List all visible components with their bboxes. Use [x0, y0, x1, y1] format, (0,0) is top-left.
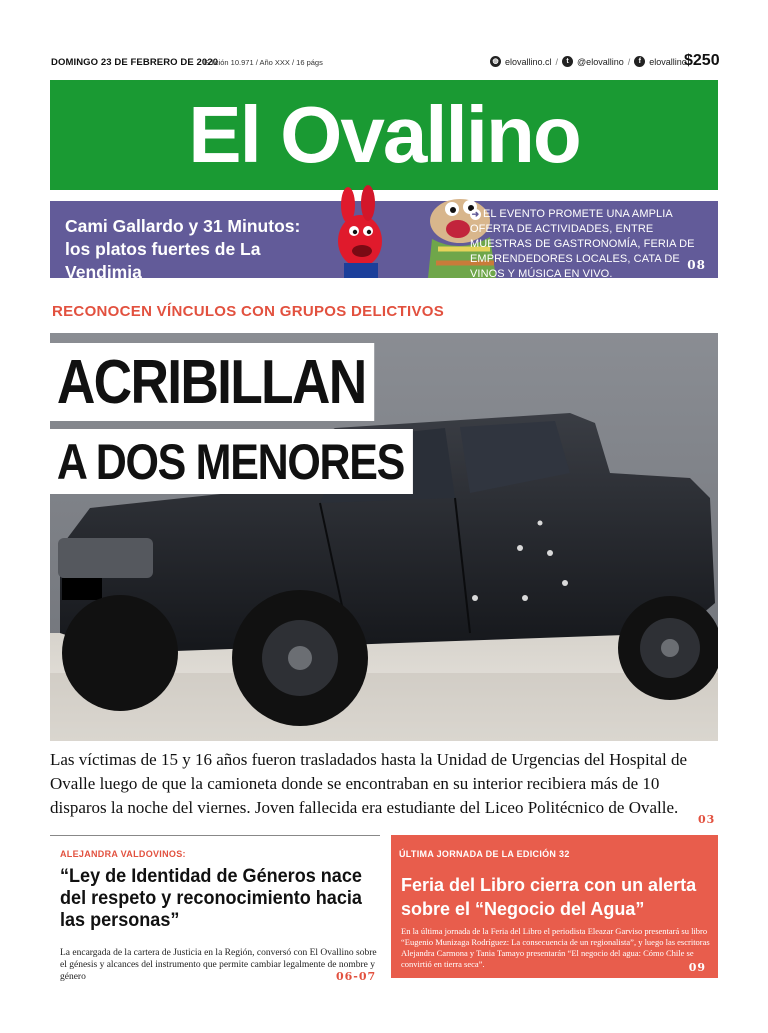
facebook-link[interactable]: elovallino [649, 56, 687, 67]
promo-description-text: EL EVENTO PROMETE UNA AMPLIA OFERTA DE ACTIVIDADES, ENTRE MUESTRAS DE GASTRONOMÍA, FERIA DE EMPRENDEDORES LOCALES, CATA DE VINOS Y MÚSICA EN VIVO. [470, 208, 695, 280]
promo-page-number: 08 [687, 258, 706, 272]
story-right-kicker: ÚLTIMA JORNADA DE LA EDICIÓN 32 [399, 849, 570, 859]
main-headline-line-2: A DOS MENORES [50, 429, 413, 494]
separator: / [555, 56, 559, 67]
promo-description [470, 207, 710, 282]
main-kicker: RECONOCEN VÍNCULOS CON GRUPOS DELICTIVOS [52, 303, 445, 320]
story-right-box[interactable] [391, 835, 718, 978]
main-headline-line-1: ACRIBILLAN [50, 343, 374, 421]
twitter-icon: t [562, 56, 573, 67]
story-left-kicker: ALEJANDRA VALDOVINOS: [60, 849, 186, 859]
price: $250 [684, 52, 720, 69]
main-page-number: 03 [698, 813, 716, 826]
story-left-page-number: 06-07 [336, 970, 377, 983]
divider [50, 835, 380, 836]
twitter-link[interactable]: @elovallino [577, 56, 624, 67]
globe-icon: ◍ [490, 56, 501, 67]
website-link[interactable]: elovallino.cl [505, 56, 552, 67]
promo-banner[interactable] [50, 201, 718, 282]
facebook-icon: f [634, 56, 645, 67]
promo-title: Cami Gallardo y 31 Minutos: los platos fuertes de La Vendimia [65, 216, 301, 282]
social-links [490, 56, 687, 67]
masthead [50, 80, 718, 190]
edition-info: Edición 10.971 / Año XXX / 16 págs [204, 58, 323, 67]
story-left-body: La encargada de la cartera de Justicia en la Región, conversó con El Ovallino sobre el génesis y alcances del instrumento que permite cambiar legalmente de nombre y género [60, 948, 377, 982]
story-right-page-number: 09 [688, 961, 706, 974]
story-right-title: Feria del Libro cierra con un alerta sobre el “Negocio del Agua” [401, 875, 697, 919]
story-left-title[interactable]: “Ley de Identidad de Géneros nace del respeto y reconocimiento hacia las personas” [60, 866, 362, 931]
main-lead: Las víctimas de 15 y 16 años fueron trasladados hasta la Unidad de Urgencias del Hospital de Ovalle luego de que la camioneta donde se encontraban en su interior recibiera más de 10 disparos la noche del viernes. Joven fallecida era estudiante del Liceo Politécnico de Ovalle. [50, 750, 688, 817]
arrow-right-icon: ➜ [471, 209, 480, 219]
story-right-body: En la última jornada de la Feria del Libro el periodista Eleazar Garviso presentará su libro “Eugenio Munizaga Rodríguez: La consecuencia de un regionalista”, y luego las escritoras Alejandra Carmona y Tania Tamayo presentarán “El negocio del agua: Cómo Chile se convirtió en tierra seca”. [401, 926, 710, 969]
separator: / [627, 56, 631, 67]
newspaper-logo: El Ovallino [188, 90, 580, 179]
issue-date: DOMINGO 23 DE FEBRERO DE 2020 [51, 57, 219, 68]
